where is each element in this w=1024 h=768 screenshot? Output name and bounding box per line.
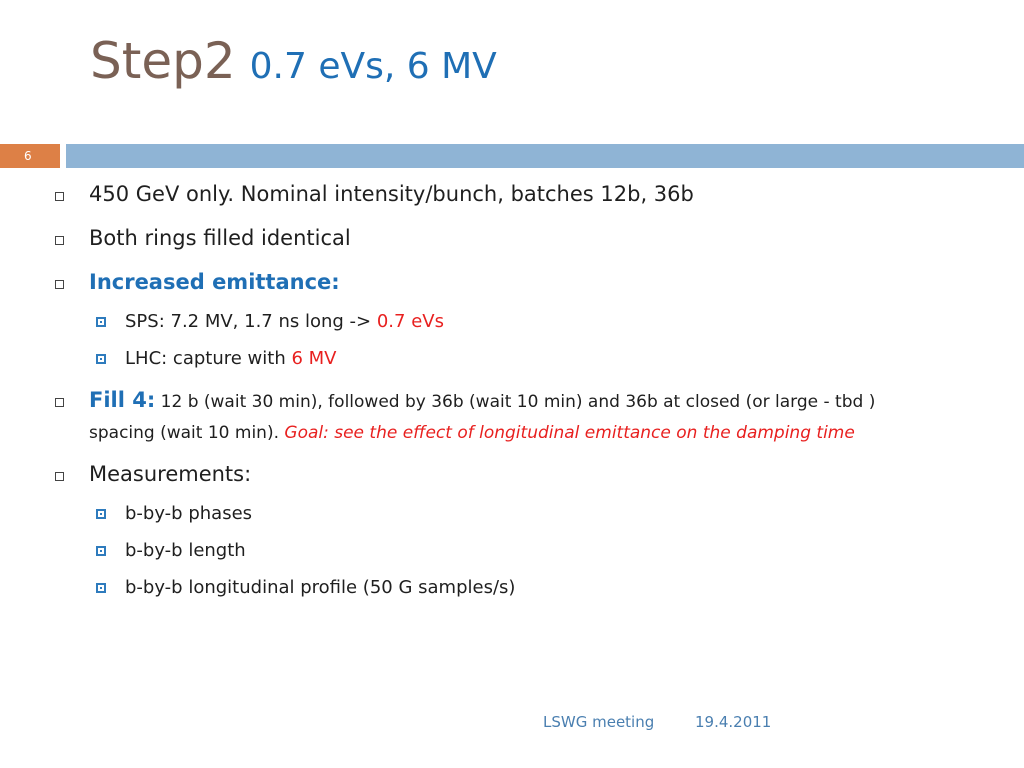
- sub-bullet-text: LHC: capture with: [125, 348, 292, 369]
- highlight-value: 6 MV: [291, 348, 337, 369]
- title-subtitle: 0.7 eVs, 6 MV: [249, 46, 497, 87]
- filled-square-bullet-icon: [96, 509, 106, 519]
- title-main: Step2: [90, 32, 236, 90]
- sub-bullet-item: [125, 348, 336, 369]
- fill-4-label: Fill 4:: [89, 388, 156, 412]
- footer-date: 19.4.2011: [695, 713, 772, 731]
- filled-square-bullet-icon: [96, 546, 106, 556]
- slide-number-badge: 6: [0, 144, 60, 168]
- footer-event: LSWG meeting: [543, 713, 655, 731]
- bullet-item: 450 GeV only. Nominal intensity/bunch, batches 12b, 36b: [89, 182, 694, 206]
- highlight-value: 0.7 eVs: [376, 311, 444, 332]
- square-bullet-icon: [55, 472, 64, 481]
- fill-4-spacing: spacing (wait 10 min).: [89, 423, 285, 443]
- sub-bullet-item: b-by-b longitudinal profile (50 G samples/s): [125, 577, 516, 598]
- sub-bullet-item: b-by-b length: [125, 540, 246, 561]
- sub-bullet-item: [125, 311, 444, 332]
- bullet-item: Measurements:: [89, 462, 252, 486]
- square-bullet-icon: [55, 236, 64, 245]
- square-bullet-icon: [55, 280, 64, 289]
- fill-4-line-2: [89, 423, 855, 443]
- bullet-item: Both rings filled identical: [89, 226, 351, 250]
- sub-bullet-text: SPS: 7.2 MV, 1.7 ns long ->: [125, 311, 377, 332]
- fill-4-goal: Goal: see the effect of longitudinal emittance on the damping time: [284, 423, 855, 443]
- fill-4-line-1: [89, 388, 875, 412]
- filled-square-bullet-icon: [96, 317, 106, 327]
- filled-square-bullet-icon: [96, 583, 106, 593]
- square-bullet-icon: [55, 192, 64, 201]
- square-bullet-icon: [55, 398, 64, 407]
- sub-bullet-item: b-by-b phases: [125, 503, 253, 524]
- fill-4-description: 12 b (wait 30 min), followed by 36b (wait 10 min) and 36b at closed (or large - tbd ): [155, 392, 876, 412]
- bullet-item-heading: Increased emittance:: [89, 270, 340, 294]
- filled-square-bullet-icon: [96, 354, 106, 364]
